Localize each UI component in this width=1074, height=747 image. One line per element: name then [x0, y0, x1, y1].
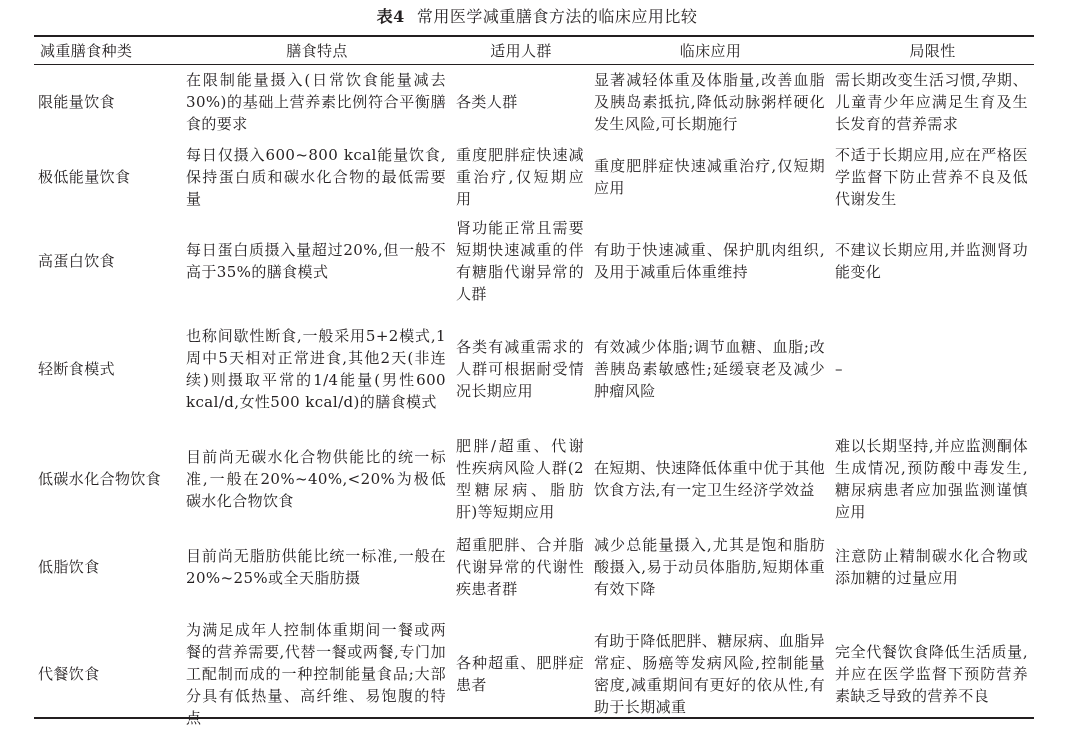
cell-application: 有助于降低肥胖、糖尿病、血脂异常症、肠癌等发病风险,控制能量密度,减重期间有更好的依从性,有助于长期减重	[594, 632, 826, 716]
table-caption	[0, 6, 1074, 28]
cell-type: 轻断食模式	[38, 360, 116, 378]
cell-limitation: 难以长期坚持,并应监测酮体生成情况,预防酸中毒发生,糖尿病患者应加强监测谨慎应用	[835, 437, 1028, 521]
cell-population: 各类人群	[456, 93, 518, 111]
comparison-table	[34, 37, 1034, 744]
col-header-limitation: 局限性	[909, 41, 956, 60]
cell-application: 显著减轻体重及体脂量,改善血脂及胰岛素抵抗,降低动脉粥样硬化发生风险,可长期施行	[594, 71, 825, 133]
cell-population: 各类有减重需求的人群可根据耐受情况长期应用	[456, 338, 584, 400]
cell-type: 限能量饮食	[38, 93, 116, 111]
cell-population: 肥胖/超重、代谢性疾病风险人群(2型糖尿病、脂肪肝)等短期应用	[456, 437, 584, 521]
table-row	[34, 604, 1034, 744]
table-row	[34, 529, 1034, 604]
cell-features: 也称间歇性断食,一般采用5+2模式,1周中5天相对正常进食,其他2天(非连续)则摄取平常的1/4能量(男性600 kcal/d,女性500 kcal/d)的膳食模式	[186, 327, 446, 411]
cell-type: 低脂饮食	[38, 557, 100, 576]
cell-limitation: 不建议长期应用,并监测肾功能变化	[835, 241, 1028, 281]
table-row	[34, 429, 1034, 529]
col-header-features: 膳食特点	[286, 41, 348, 60]
cell-limitation: 注意防止精制碳水化合物或添加糖的过量应用	[835, 546, 1028, 587]
cell-type: 高蛋白饮食	[38, 252, 116, 270]
col-header-application: 临床应用	[679, 41, 742, 60]
cell-limitation: –	[835, 360, 843, 378]
cell-limitation: 完全代餐饮食降低生活质量,并应在医学监督下预防营养素缺乏导致的营养不良	[835, 643, 1028, 705]
table-row	[34, 213, 1034, 309]
cell-application: 在短期、快速降低体重中优于其他饮食方法,有一定卫生经济学效益	[594, 459, 826, 499]
cell-features: 目前尚无脂肪供能比统一标准,一般在20%~25%或全天脂肪摄	[186, 546, 446, 587]
cell-population: 肾功能正常且需要短期快速减重的伴有糖脂代谢异常的人群	[456, 219, 584, 303]
cell-population: 重度肥胖症快速减重治疗,仅短期应用	[456, 145, 584, 208]
cell-population: 超重肥胖、合并脂代谢异常的代谢性疾患者群	[456, 535, 584, 598]
table-row	[34, 309, 1034, 429]
cell-features: 每日蛋白质摄入量超过20%,但一般不高于35%的膳食模式	[186, 241, 446, 281]
cell-limitation: 不适于长期应用,应在严格医学监督下防止营养不良及低代谢发生	[835, 145, 1028, 208]
table-title: 常用医学减重膳食方法的临床应用比较	[416, 7, 698, 26]
col-header-type: 减重膳食种类	[40, 41, 133, 60]
cell-features: 在限制能量摄入(日常饮食能量减去30%)的基础上营养素比例符合平衡膳食的要求	[186, 71, 446, 133]
col-header-population: 适用人群	[490, 41, 552, 60]
cell-application: 有效减少体脂;调节血糖、血脂;改善胰岛素敏感性;延缓衰老及减少肿瘤风险	[594, 338, 825, 400]
cell-features: 目前尚无碳水化合物供能比的统一标准,一般在20%~40%,<20%为极低碳水化合物饮食	[186, 448, 446, 510]
cell-application: 减少总能量摄入,尤其是饱和脂肪酸摄入,易于动员体脂肪,短期体重有效下降	[594, 535, 825, 598]
cell-features: 为满足成年人控制体重期间一餐或两餐的营养需要,代替一餐或两餐,专门加工配制而成的一种控制能量食品;大部分具有低热量、高纤维、易饱腹的特点	[186, 621, 446, 727]
table-number: 表4	[376, 7, 405, 26]
cell-application: 重度肥胖症快速减重治疗,仅短期应用	[594, 156, 825, 197]
table-row	[34, 64, 1034, 140]
table-row	[34, 140, 1034, 213]
cell-population: 各种超重、肥胖症患者	[456, 654, 584, 694]
cell-features: 每日仅摄入600~800 kcal能量饮食,保持蛋白质和碳水化合物的最低需要量	[186, 145, 446, 208]
cell-application: 有助于快速减重、保护肌肉组织,及用于减重后体重维持	[594, 241, 825, 281]
cell-type: 低碳水化合物饮食	[38, 470, 162, 488]
cell-limitation: 需长期改变生活习惯,孕期、儿童青少年应满足生育及生长发育的营养需求	[835, 71, 1028, 133]
cell-type: 极低能量饮食	[38, 167, 131, 186]
header-row	[34, 37, 1034, 64]
cell-type: 代餐饮食	[38, 665, 100, 683]
